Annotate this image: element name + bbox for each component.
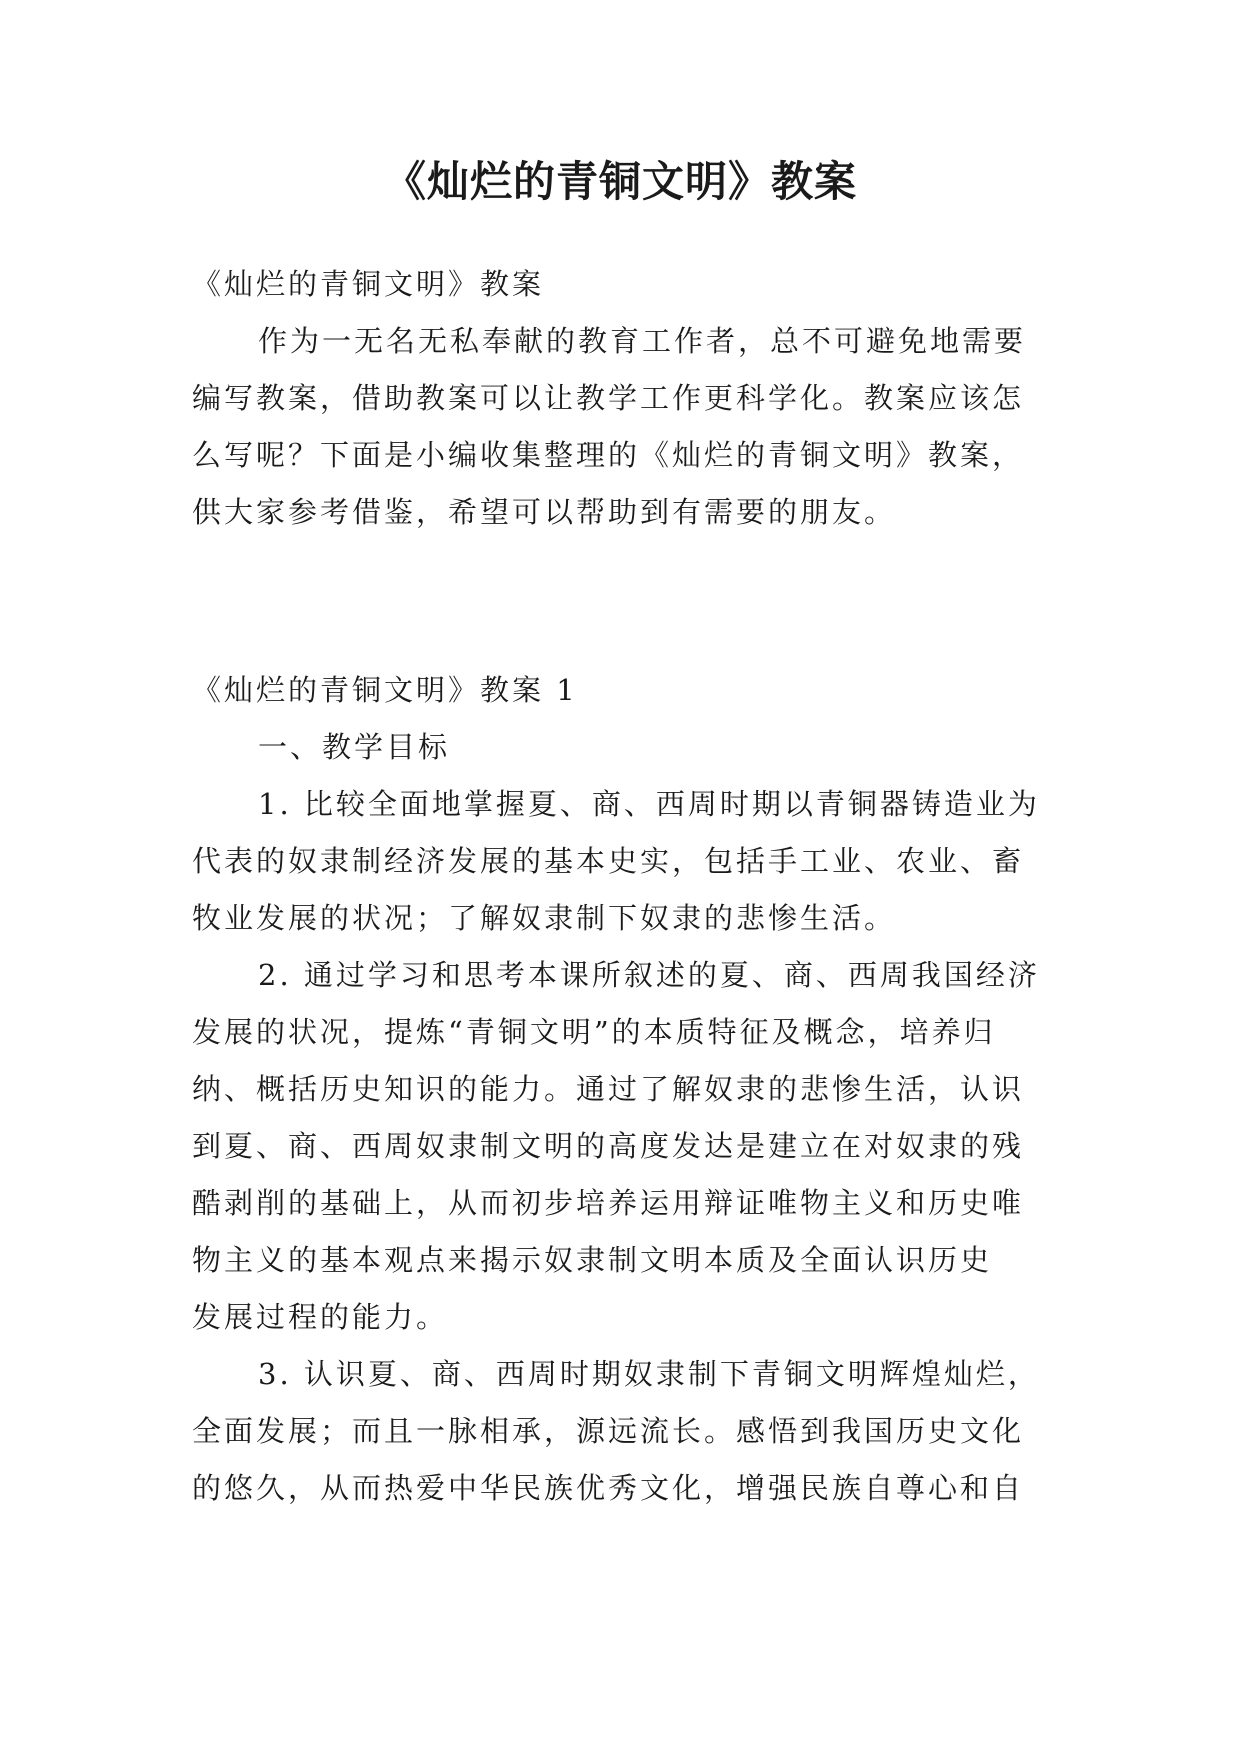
objective-item-1-line: 1. 比较全面地掌握夏、商、西周时期以青铜器铸造业为 bbox=[258, 787, 1040, 821]
objective-item-2-line: 发展的状况，提炼“青铜文明”的本质特征及概念，培养归 bbox=[192, 1015, 996, 1049]
document-body bbox=[192, 256, 1062, 1517]
intro-heading: 《灿烂的青铜文明》教案 bbox=[192, 267, 545, 301]
section-heading: 《灿烂的青铜文明》教案 1 bbox=[192, 673, 578, 707]
objective-item-2-line: 发展过程的能力。 bbox=[192, 1300, 449, 1334]
objective-item-2-line: 酷剥削的基础上，从而初步培养运用辩证唯物主义和历史唯 bbox=[192, 1186, 1025, 1220]
objective-item-2-line: 2. 通过学习和思考本课所叙述的夏、商、西周我国经济 bbox=[258, 958, 1040, 992]
objective-item-2-line: 物主义的基本观点来揭示奴隶制文明本质及全面认识历史 bbox=[192, 1243, 993, 1277]
objective-item-1-line: 代表的奴隶制经济发展的基本史实，包括手工业、农业、畜 bbox=[192, 844, 1025, 878]
intro-paragraph-line: 么写呢？下面是小编收集整理的《灿烂的青铜文明》教案， bbox=[192, 438, 1025, 472]
objective-item-2-line: 到夏、商、西周奴隶制文明的高度发达是建立在对奴隶的残 bbox=[192, 1129, 1025, 1163]
intro-paragraph-line: 作为一无名无私奉献的教育工作者，总不可避免地需要 bbox=[258, 324, 1027, 358]
section-subheading: 一、教学目标 bbox=[258, 730, 451, 764]
intro-paragraph-line: 供大家参考借鉴，希望可以帮助到有需要的朋友。 bbox=[192, 495, 897, 529]
section-spacer bbox=[192, 541, 1062, 662]
objective-item-2-line: 纳、概括历史知识的能力。通过了解奴隶的悲惨生活，认识 bbox=[192, 1072, 1025, 1106]
objective-item-3-line: 3. 认识夏、商、西周时期奴隶制下青铜文明辉煌灿烂， bbox=[258, 1357, 1040, 1391]
objective-item-1-line: 牧业发展的状况；了解奴隶制下奴隶的悲惨生活。 bbox=[192, 901, 897, 935]
objective-item-3-line: 全面发展；而且一脉相承，源远流长。感悟到我国历史文化 bbox=[192, 1414, 1025, 1448]
objective-item-3-line: 的悠久，从而热爱中华民族优秀文化，增强民族自尊心和自 bbox=[192, 1471, 1025, 1505]
intro-paragraph-line: 编写教案，借助教案可以让教学工作更科学化。教案应该怎 bbox=[192, 381, 1025, 415]
document-title: 《灿烂的青铜文明》教案 bbox=[383, 157, 857, 206]
